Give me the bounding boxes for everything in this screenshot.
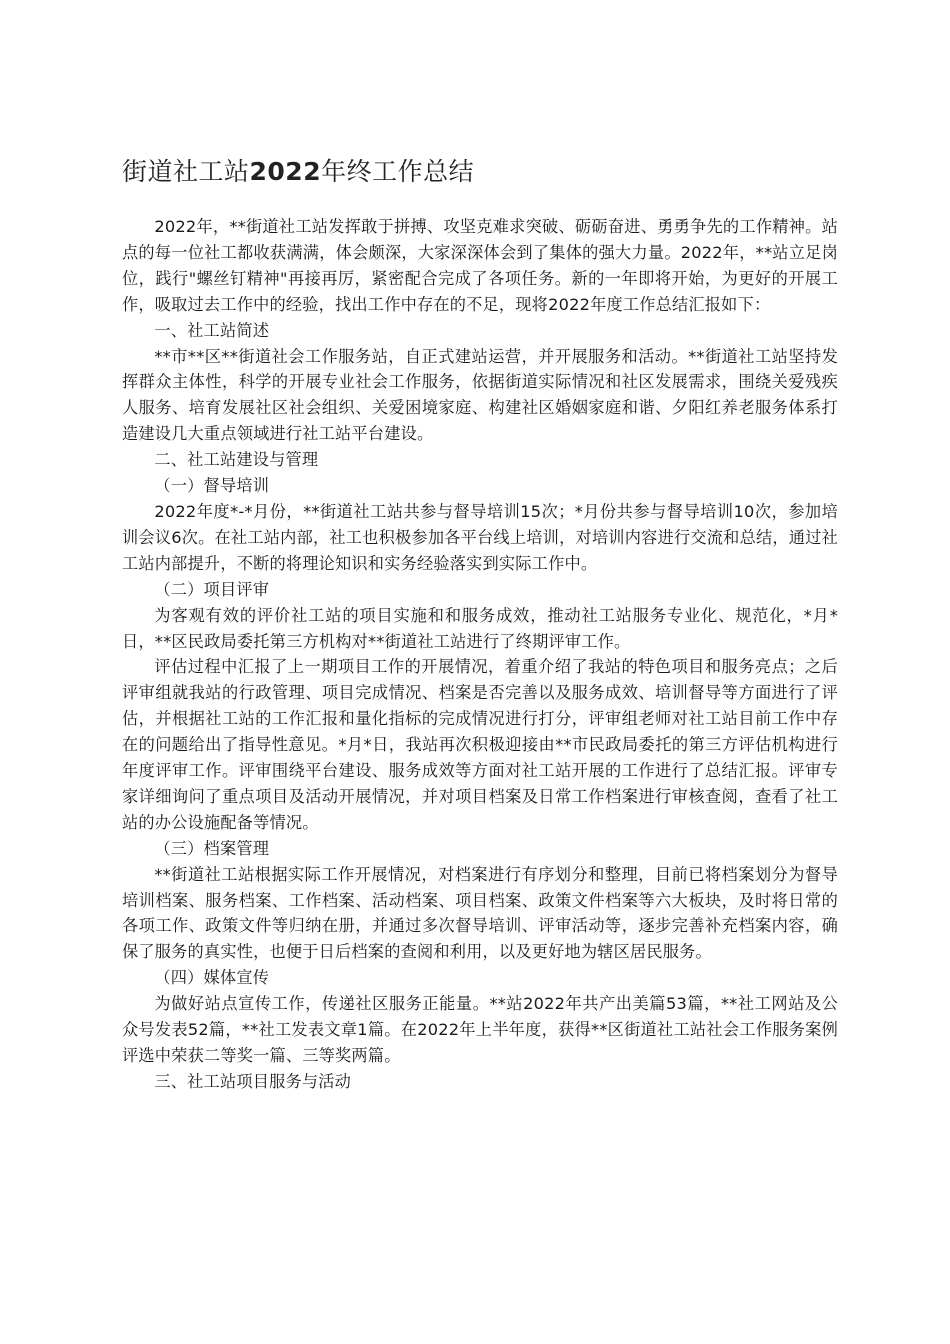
- section-heading-1: 一、社工站简述: [154, 320, 270, 340]
- subsection-heading-1: （一）督导培训: [154, 476, 270, 496]
- review-paragraph-2: 评估过程中汇报了上一期项目工作的开展情况，着重介绍了我站的特色项目和服务亮点；之后评审组就我站的行政管理、项目完成情况、档案是否完善以及服务成效、培训督导等方面进行了评估，并根据社工站的工作汇报和量化指标的完成情况进行打分，评审组老师对社工站目前工作中存在的问题给出了指导性意见。*月*日，我站再次积极迎接由**市民政局委托的第三方评估机构进行年度评审工作。评审围绕平台建设、服务成效等方面对社工站开展的工作进行了总结汇报。评审专家详细询问了重点项目及活动开展情况，并对项目档案及日常工作档案进行审核查阅，查看了社工站的办公设施配备等情况。: [122, 657, 838, 832]
- document-page: [122, 152, 838, 1095]
- supervision-paragraph: 2022年度*-*月份，**街道社工站共参与督导培训15次；*月份共参与督导培训10次，参加培训会议6次。在社工站内部，社工也积极参加各平台线上培训，对培训内容进行交流和总结，通过社工站内部提升，不断的将理论知识和实务经验落实到实际工作中。: [122, 501, 838, 573]
- subsection-heading-3: （三）档案管理: [154, 838, 270, 858]
- intro-paragraph: 2022年，**街道社工站发挥敢于拼搏、攻坚克难求突破、砺砺奋进、勇勇争先的工作精神。站点的每一位社工都收获满满，体会颇深，大家深深体会到了集体的强大力量。2022年，**站立足岗位，践行"螺丝钉精神"再接再厉，紧密配合完成了各项任务。新的一年即将开始，为更好的开展工作，吸取过去工作中的经验，找出工作中存在的不足，现将2022年度工作总结汇报如下：: [122, 217, 838, 314]
- media-paragraph: 为做好站点宣传工作，传递社区服务正能量。**站2022年共产出美篇53篇，**社工网站及公众号发表52篇，**社工发表文章1篇。在2022年上半年度，获得**区街道社工站社会工作服务案例评选中荣获二等奖一篇、三等奖两篇。: [122, 994, 838, 1065]
- review-paragraph-1: 为客观有效的评价社工站的项目实施和和服务成效，推动社工站服务专业化、规范化，*月*日，**区民政局委托第三方机构对**街道社工站进行了终期评审工作。: [122, 605, 838, 651]
- section-heading-3: 三、社工站项目服务与活动: [154, 1071, 352, 1091]
- subsection-heading-4: （四）媒体宣传: [154, 968, 270, 988]
- archive-paragraph: **街道社工站根据实际工作开展情况，对档案进行有序划分和整理，目前已将档案划分为督导培训档案、服务档案、工作档案、活动档案、项目档案、政策文件档案等六大板块，及时将日常的各项工作、政策文件等归纳在册，并通过多次督导培训、评审活动等，逐步完善补充档案内容，确保了服务的真实性，也便于日后档案的查阅和利用，以及更好地为辖区居民服务。: [122, 864, 838, 962]
- title-suffix: 年终工作总结: [321, 157, 475, 186]
- document-body: [122, 214, 838, 1095]
- overview-paragraph: **市**区**街道社会工作服务站，自正式建站运营，并开展服务和活动。**街道社工站坚持发挥群众主体性，科学的开展专业社会工作服务，依据街道实际情况和社区发展需求，围绕关爱残疾人服务、培育发展社区社会组织、关爱困境家庭、构建社区婚姻家庭和谐、夕阳红养老服务体系打造建设几大重点领域进行社工站平台建设。: [122, 346, 838, 444]
- document-title: [122, 152, 838, 192]
- title-year: 2022: [249, 157, 322, 186]
- subsection-heading-2: （二）项目评审: [154, 579, 270, 599]
- section-heading-2: 二、社工站建设与管理: [154, 450, 319, 470]
- title-prefix: 街道社工站: [122, 157, 250, 186]
